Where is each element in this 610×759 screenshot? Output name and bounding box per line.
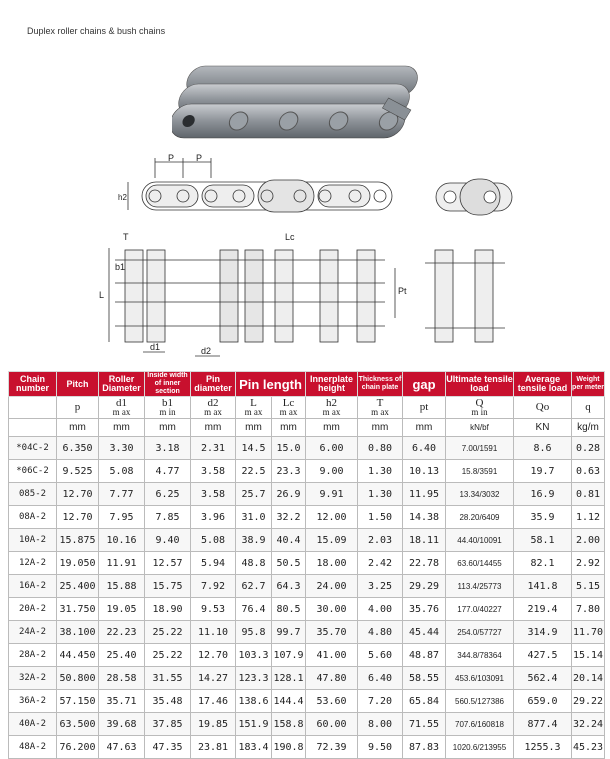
table-cell: 63.500: [57, 713, 99, 736]
chain-section-diagram: [95, 228, 525, 363]
table-cell: 8.6: [514, 437, 572, 460]
table-cell: 13.34/3032: [446, 483, 514, 506]
table-cell: 65.84: [403, 690, 446, 713]
table-cell: 0.80: [358, 437, 403, 460]
table-cell: 254.0/57727: [446, 621, 514, 644]
table-cell: 19.050: [57, 552, 99, 575]
table-cell: 80.5: [272, 598, 306, 621]
table-cell: 12.70: [191, 644, 236, 667]
table-cell: 32.2: [272, 506, 306, 529]
unit-cell: [9, 419, 57, 437]
table-cell: 20A-2: [9, 598, 57, 621]
table-cell: 12A-2: [9, 552, 57, 575]
table-cell: 560.5/127386: [446, 690, 514, 713]
table-header-row: [9, 372, 605, 397]
table-cell: 9.40: [145, 529, 191, 552]
table-cell: 35.71: [99, 690, 145, 713]
table-cell: 76.4: [236, 598, 272, 621]
table-cell: 1255.3: [514, 736, 572, 759]
column-header: Chain number: [9, 372, 57, 397]
table-cell: 2.03: [358, 529, 403, 552]
table-cell: 2.42: [358, 552, 403, 575]
table-cell: 36A-2: [9, 690, 57, 713]
table-cell: 50.800: [57, 667, 99, 690]
table-cell: 87.83: [403, 736, 446, 759]
table-cell: 72.39: [306, 736, 358, 759]
table-row: [9, 437, 605, 460]
table-cell: 58.55: [403, 667, 446, 690]
table-cell: 22.23: [99, 621, 145, 644]
table-cell: 15.0: [272, 437, 306, 460]
table-row: [9, 713, 605, 736]
unit-cell: mm: [191, 419, 236, 437]
table-row: [9, 667, 605, 690]
table-cell: 427.5: [514, 644, 572, 667]
table-cell: 19.85: [191, 713, 236, 736]
table-cell: 4.80: [358, 621, 403, 644]
table-cell: 3.30: [99, 437, 145, 460]
table-cell: 24A-2: [9, 621, 57, 644]
table-cell: 3.58: [191, 460, 236, 483]
table-cell: 7.92: [191, 575, 236, 598]
unit-cell: mm: [57, 419, 99, 437]
table-cell: 12.70: [57, 483, 99, 506]
table-cell: 25.400: [57, 575, 99, 598]
table-cell: 45.44: [403, 621, 446, 644]
table-cell: 10A-2: [9, 529, 57, 552]
table-cell: 219.4: [514, 598, 572, 621]
symbol-cell: d1 m ax: [99, 397, 145, 419]
table-row: [9, 460, 605, 483]
table-cell: 62.7: [236, 575, 272, 598]
table-row: [9, 483, 605, 506]
chain-front-view-diagram: [110, 150, 420, 230]
table-cell: 58.1: [514, 529, 572, 552]
symbol-cell: d2 m ax: [191, 397, 236, 419]
table-cell: 1.30: [358, 483, 403, 506]
pitch-label-2: P: [196, 153, 203, 163]
table-row: [9, 598, 605, 621]
table-cell: 18.90: [145, 598, 191, 621]
table-cell: 25.22: [145, 644, 191, 667]
table-cell: 11.70: [572, 621, 605, 644]
table-cell: 31.55: [145, 667, 191, 690]
table-cell: 707.6/160818: [446, 713, 514, 736]
table-cell: 29.29: [403, 575, 446, 598]
d2-label: d2: [201, 346, 212, 356]
unit-cell: mm: [272, 419, 306, 437]
table-cell: 1.30: [358, 460, 403, 483]
table-cell: 7.85: [145, 506, 191, 529]
table-cell: 141.8: [514, 575, 572, 598]
table-cell: 30.00: [306, 598, 358, 621]
table-cell: 16A-2: [9, 575, 57, 598]
l-label: L: [99, 290, 105, 300]
unit-cell: mm: [236, 419, 272, 437]
unit-cell: kN/bf: [446, 419, 514, 437]
symbol-cell: p: [57, 397, 99, 419]
table-cell: 0.63: [572, 460, 605, 483]
b1-label: b1: [115, 262, 126, 272]
table-cell: 28.58: [99, 667, 145, 690]
table-cell: 48.8: [236, 552, 272, 575]
table-cell: 15.88: [99, 575, 145, 598]
table-cell: 25.22: [145, 621, 191, 644]
table-row: [9, 575, 605, 598]
table-cell: 35.9: [514, 506, 572, 529]
table-cell: 7.80: [572, 598, 605, 621]
table-cell: 2.92: [572, 552, 605, 575]
table-cell: 40A-2: [9, 713, 57, 736]
table-cell: 35.48: [145, 690, 191, 713]
symbol-cell: pt: [403, 397, 446, 419]
table-cell: 4.77: [145, 460, 191, 483]
table-row: [9, 644, 605, 667]
lc-label: Lc: [285, 232, 295, 242]
unit-cell: mm: [403, 419, 446, 437]
table-cell: 107.9: [272, 644, 306, 667]
table-cell: 40.4: [272, 529, 306, 552]
table-cell: 158.8: [272, 713, 306, 736]
table-cell: 123.3: [236, 667, 272, 690]
table-row: [9, 736, 605, 759]
symbol-cell: h2 m ax: [306, 397, 358, 419]
symbol-cell: Lc m ax: [272, 397, 306, 419]
table-cell: 9.53: [191, 598, 236, 621]
symbol-cell: Qo: [514, 397, 572, 419]
table-cell: 10.13: [403, 460, 446, 483]
table-cell: 7.95: [99, 506, 145, 529]
h2-label: h2: [118, 193, 127, 202]
table-cell: 151.9: [236, 713, 272, 736]
table-cell: 8.00: [358, 713, 403, 736]
table-cell: 12.70: [57, 506, 99, 529]
table-row: [9, 690, 605, 713]
table-cell: 31.0: [236, 506, 272, 529]
column-header: Ultimate tensile load: [446, 372, 514, 397]
table-cell: 32.24: [572, 713, 605, 736]
symbol-cell: q: [572, 397, 605, 419]
column-header: Average tensile load: [514, 372, 572, 397]
table-cell: 0.28: [572, 437, 605, 460]
table-cell: 16.9: [514, 483, 572, 506]
d1-label: d1: [150, 342, 161, 352]
table-cell: 4.00: [358, 598, 403, 621]
symbol-cell: [9, 397, 57, 419]
table-cell: 44.450: [57, 644, 99, 667]
column-header: Weight per meter: [572, 372, 605, 397]
symbol-cell: T m ax: [358, 397, 403, 419]
symbol-cell: Q m in: [446, 397, 514, 419]
table-cell: 15.8/3591: [446, 460, 514, 483]
unit-cell: mm: [145, 419, 191, 437]
table-cell: 15.875: [57, 529, 99, 552]
table-cell: 085-2: [9, 483, 57, 506]
table-cell: 20.14: [572, 667, 605, 690]
table-cell: 48.87: [403, 644, 446, 667]
table-cell: 128.1: [272, 667, 306, 690]
table-cell: 6.25: [145, 483, 191, 506]
table-cell: 12.57: [145, 552, 191, 575]
table-cell: 32A-2: [9, 667, 57, 690]
table-cell: 453.6/103091: [446, 667, 514, 690]
table-cell: 5.08: [99, 460, 145, 483]
table-cell: 3.25: [358, 575, 403, 598]
table-cell: 5.94: [191, 552, 236, 575]
table-cell: 6.00: [306, 437, 358, 460]
table-cell: 5.60: [358, 644, 403, 667]
table-cell: 31.750: [57, 598, 99, 621]
table-cell: 38.100: [57, 621, 99, 644]
t-label: T: [123, 232, 129, 242]
unit-cell: kg/m: [572, 419, 605, 437]
unit-cell: mm: [99, 419, 145, 437]
table-cell: 3.18: [145, 437, 191, 460]
table-cell: 08A-2: [9, 506, 57, 529]
table-body: [9, 437, 605, 759]
column-header: Roller Diameter: [99, 372, 145, 397]
symbol-cell: L m ax: [236, 397, 272, 419]
table-cell: 144.4: [272, 690, 306, 713]
table-cell: 18.11: [403, 529, 446, 552]
table-cell: 12.00: [306, 506, 358, 529]
table-cell: 15.09: [306, 529, 358, 552]
table-cell: 14.5: [236, 437, 272, 460]
table-cell: 22.5: [236, 460, 272, 483]
unit-cell: mm: [358, 419, 403, 437]
table-cell: 2.31: [191, 437, 236, 460]
symbol-cell: b1 m in: [145, 397, 191, 419]
table-cell: 14.38: [403, 506, 446, 529]
table-symbol-row: [9, 397, 605, 419]
table-cell: 11.10: [191, 621, 236, 644]
table-cell: 53.60: [306, 690, 358, 713]
table-cell: 15.14: [572, 644, 605, 667]
table-cell: 344.8/78364: [446, 644, 514, 667]
table-cell: 1.12: [572, 506, 605, 529]
table-cell: 44.40/10091: [446, 529, 514, 552]
column-header: Inside width of inner section: [145, 372, 191, 397]
table-cell: 113.4/25773: [446, 575, 514, 598]
table-cell: 9.00: [306, 460, 358, 483]
table-cell: 1020.6/213955: [446, 736, 514, 759]
table-cell: 314.9: [514, 621, 572, 644]
table-row: [9, 506, 605, 529]
column-header: gap: [403, 372, 446, 397]
table-cell: 10.16: [99, 529, 145, 552]
table-cell: 9.525: [57, 460, 99, 483]
table-cell: 3.58: [191, 483, 236, 506]
table-cell: 25.40: [99, 644, 145, 667]
table-cell: 45.23: [572, 736, 605, 759]
table-cell: 95.8: [236, 621, 272, 644]
table-cell: 57.150: [57, 690, 99, 713]
table-cell: 9.50: [358, 736, 403, 759]
table-cell: 60.00: [306, 713, 358, 736]
table-row: [9, 621, 605, 644]
table-cell: 71.55: [403, 713, 446, 736]
table-cell: 138.6: [236, 690, 272, 713]
pt-label: Pt: [398, 286, 407, 296]
table-cell: *06C-2: [9, 460, 57, 483]
table-cell: 19.05: [99, 598, 145, 621]
table-cell: 6.40: [358, 667, 403, 690]
table-cell: 190.8: [272, 736, 306, 759]
table-cell: 35.76: [403, 598, 446, 621]
table-cell: 99.7: [272, 621, 306, 644]
table-row: [9, 552, 605, 575]
table-cell: 103.3: [236, 644, 272, 667]
table-cell: 18.00: [306, 552, 358, 575]
table-cell: 37.85: [145, 713, 191, 736]
table-cell: 7.20: [358, 690, 403, 713]
table-cell: 48A-2: [9, 736, 57, 759]
table-cell: 177.0/40227: [446, 598, 514, 621]
table-cell: 50.5: [272, 552, 306, 575]
table-cell: 22.78: [403, 552, 446, 575]
table-cell: 47.80: [306, 667, 358, 690]
table-cell: 11.95: [403, 483, 446, 506]
table-cell: 5.15: [572, 575, 605, 598]
table-cell: 47.63: [99, 736, 145, 759]
table-cell: *04C-2: [9, 437, 57, 460]
table-cell: 5.08: [191, 529, 236, 552]
table-cell: 29.22: [572, 690, 605, 713]
table-cell: 9.91: [306, 483, 358, 506]
table-cell: 15.75: [145, 575, 191, 598]
column-header: Innerplate height: [306, 372, 358, 397]
table-cell: 23.3: [272, 460, 306, 483]
chain-spec-table: [8, 371, 605, 759]
table-cell: 14.27: [191, 667, 236, 690]
table-cell: 1.50: [358, 506, 403, 529]
table-cell: 6.350: [57, 437, 99, 460]
table-cell: 76.200: [57, 736, 99, 759]
table-cell: 25.7: [236, 483, 272, 506]
table-cell: 82.1: [514, 552, 572, 575]
table-cell: 562.4: [514, 667, 572, 690]
table-cell: 41.00: [306, 644, 358, 667]
chain-photo: [172, 58, 442, 148]
table-unit-row: [9, 419, 605, 437]
table-cell: 28A-2: [9, 644, 57, 667]
table-cell: 63.60/14455: [446, 552, 514, 575]
column-header: Thickness of chain plate: [358, 372, 403, 397]
table-cell: 6.40: [403, 437, 446, 460]
table-row: [9, 529, 605, 552]
table-cell: 64.3: [272, 575, 306, 598]
table-cell: 35.70: [306, 621, 358, 644]
unit-cell: mm: [306, 419, 358, 437]
table-cell: 26.9: [272, 483, 306, 506]
chain-side-view-diagram: [430, 175, 520, 220]
page-title: Duplex roller chains & bush chains: [27, 26, 166, 36]
table-cell: 0.81: [572, 483, 605, 506]
table-cell: 24.00: [306, 575, 358, 598]
unit-cell: KN: [514, 419, 572, 437]
table-cell: 23.81: [191, 736, 236, 759]
table-cell: 28.20/6409: [446, 506, 514, 529]
table-cell: 183.4: [236, 736, 272, 759]
column-header: Pin length: [236, 372, 306, 397]
table-cell: 7.77: [99, 483, 145, 506]
table-cell: 38.9: [236, 529, 272, 552]
table-cell: 7.00/1591: [446, 437, 514, 460]
table-cell: 659.0: [514, 690, 572, 713]
table-cell: 47.35: [145, 736, 191, 759]
table-cell: 3.96: [191, 506, 236, 529]
table-cell: 2.00: [572, 529, 605, 552]
pitch-label-1: P: [168, 153, 175, 163]
table-cell: 19.7: [514, 460, 572, 483]
table-cell: 11.91: [99, 552, 145, 575]
table-cell: 39.68: [99, 713, 145, 736]
table-cell: 17.46: [191, 690, 236, 713]
table-cell: 877.4: [514, 713, 572, 736]
column-header: Pin diameter: [191, 372, 236, 397]
column-header: Pitch: [57, 372, 99, 397]
